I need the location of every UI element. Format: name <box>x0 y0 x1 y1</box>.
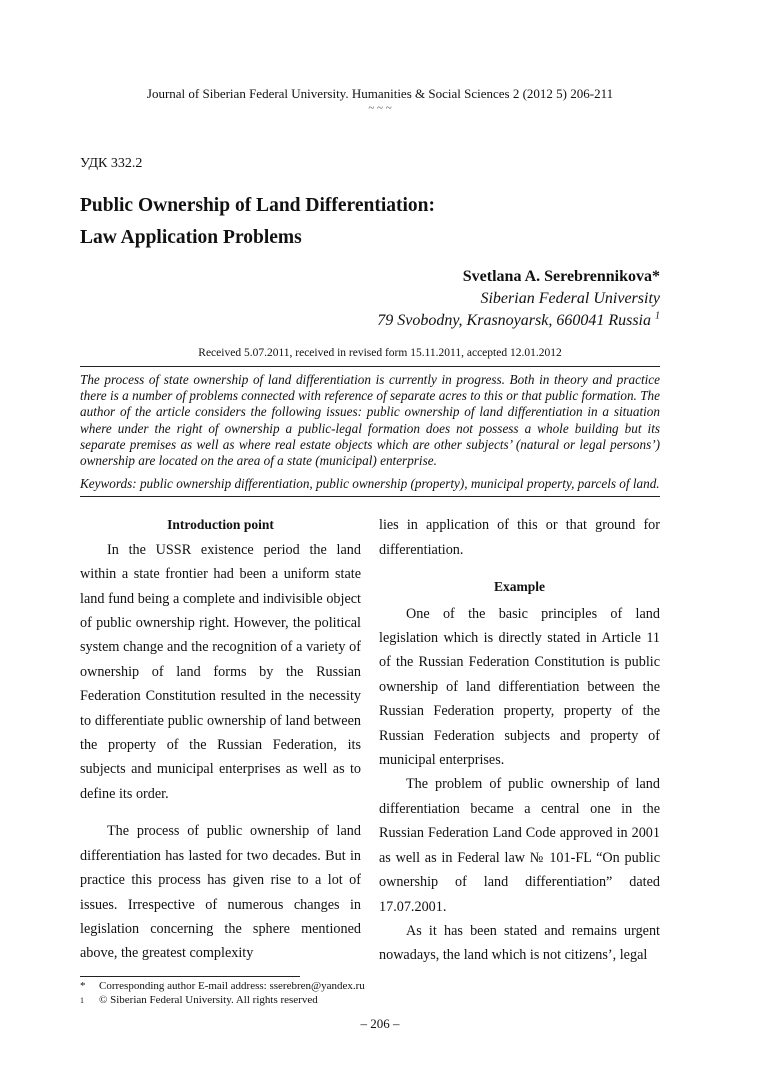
divider-top <box>80 366 660 367</box>
paragraph: The problem of public ownership of land differentiation became a central one in the Russian Federation Land Code approved in 2001 as well as in Federal law № 101-FL “On public ownership of land differentiation” dated 17.07.2001. <box>379 776 660 915</box>
footnote-mark: 1 <box>80 995 84 1005</box>
author-address: 79 Svobodny, Krasnoyarsk, 660041 Russia <box>377 312 651 329</box>
author-affiliation: Siberian Federal University <box>480 290 660 307</box>
section-heading-introduction: Introduction point <box>167 517 274 533</box>
footnote-mark: * <box>80 979 86 992</box>
footnote <box>80 980 660 993</box>
author-block <box>80 266 660 332</box>
body-columns <box>80 513 660 967</box>
footnote-text: Corresponding author E-mail address: sserebren@yandex.ru <box>99 979 365 992</box>
divider-bottom <box>80 496 660 497</box>
header-ornament: ~ ~ ~ <box>368 102 392 114</box>
abstract-text: The process of state ownership of land differentiation is currently in progress. Both in theory and practice there is a number of problems connected with reference of separate acres to this or that public formation. The author of the article considers the following issues: public ownership of land differentiation in a situation where under the right of ownership a public-legal formation does not possess a whole building but its separate premises as well as where real estate objects which are other subjects’ (natural or legal persons’) ownership are located on the area of a state (municipal) enterprise. <box>80 372 660 469</box>
address-footnote-mark: 1 <box>655 310 660 322</box>
paper-title <box>80 190 660 254</box>
page-number: – 206 – <box>360 1015 400 1031</box>
author-name: Svetlana A. Serebrennikova* <box>462 268 660 285</box>
footnote <box>80 994 660 1007</box>
author-address-line <box>80 310 660 332</box>
udk-code: УДК 332.2 <box>80 156 143 171</box>
journal-header: Journal of Siberian Federal University. Humanities & Social Sciences 2 (2012 5) 206-211 <box>146 86 614 101</box>
received-dates: Received 5.07.2011, received in revised form 15.11.2011, accepted 12.01.2012 <box>198 347 562 359</box>
title-line-1: Public Ownership of Land Differentiation: <box>80 195 435 216</box>
keywords: Keywords: public ownership differentiation, public ownership (property), municipal property, parcels of land. <box>80 476 660 492</box>
paragraph: As it has been stated and remains urgent nowadays, the land which is not citizens’, legal <box>379 922 660 964</box>
footnote-divider <box>80 976 300 977</box>
paragraph: One of the basic principles of land legislation which is directly stated in Article 11 of the Russian Federation Constitution is public ownership of land differentiation between the Russian Federation property, property of the Russian Federation subjects and property of municipal enterprises. <box>379 605 660 769</box>
right-column <box>379 513 660 967</box>
paragraph-continuation: lies in application of this or that ground for differentiation. <box>379 517 660 558</box>
paragraph: In the USSR existence period the land within a state frontier had been a uniform state land fund being a complete and indivisible object of public ownership right. However, the political system change and the recognition of a variety of ownership of land forms by the Russian Federation Constitution resulted in the necessity to differentiate public ownership of land between the property of the Russian Federation, its subjects and municipal enterprises as well as to define its order. <box>80 541 361 802</box>
footnote-text: © Siberian Federal University. All rights reserved <box>99 993 318 1006</box>
section-heading-example: Example <box>493 579 545 595</box>
paragraph: The process of public ownership of land differentiation has lasted for two decades. But in practice this process has given rise to a lot of issues. Irrespective of numerous changes in legislation concerning the sphere mentioned above, the greatest complexity <box>80 823 361 962</box>
left-column <box>80 513 361 967</box>
title-line-2: Law Application Problems <box>80 227 302 248</box>
abstract <box>80 372 660 492</box>
